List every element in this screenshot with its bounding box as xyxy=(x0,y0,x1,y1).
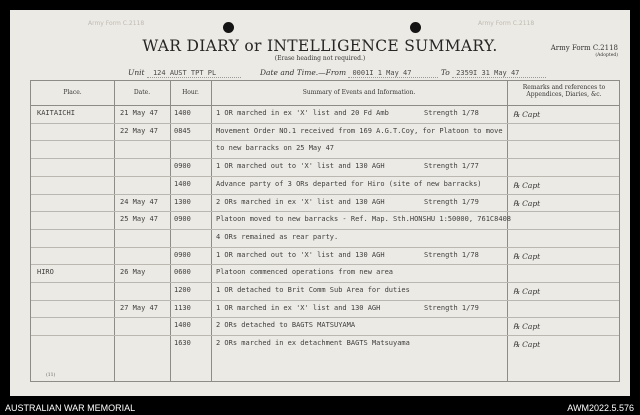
unit-value: 124 AUST TPT PL xyxy=(147,69,241,78)
credit-right: AWM2022.5.576 xyxy=(567,403,634,413)
to-value: 2359I 31 May 47 xyxy=(452,69,546,78)
row-hour: 0900 xyxy=(174,162,191,171)
row-date: 21 May 47 xyxy=(120,109,158,117)
row-hour: 0600 xyxy=(174,268,191,277)
diary-table xyxy=(30,80,620,382)
signature-initials: ℞ Capt xyxy=(513,287,541,296)
row-divider xyxy=(31,317,619,318)
row-hour: 1300 xyxy=(174,197,191,206)
row-hour: 1400 xyxy=(174,179,191,188)
col-header-date: Date. xyxy=(133,89,151,96)
row-place: KAITAICHI xyxy=(37,109,75,117)
row-hour: 0900 xyxy=(174,250,191,259)
row-hour: 1200 xyxy=(174,286,191,294)
row-divider xyxy=(31,123,619,124)
row-date: 25 May 47 xyxy=(120,215,158,224)
col-header-remarks: Remarks and references to Appendices, Diaries, &c. xyxy=(522,84,606,98)
row-strength: Strength 1/79 xyxy=(424,197,479,206)
row-strength: Strength 1/77 xyxy=(424,162,479,171)
diary-sheet xyxy=(10,10,630,396)
col-header-summary: Summary of Events and Information. xyxy=(302,89,416,96)
faint-form-mark: Army Form C.2118 xyxy=(478,20,535,27)
row-summary: 2 ORs detached to BAGTS MATSUYAMA xyxy=(216,321,356,330)
row-divider xyxy=(31,194,619,195)
faint-form-mark: Army Form C.2118 xyxy=(88,20,145,27)
row-date: 26 May xyxy=(120,268,146,277)
row-divider xyxy=(31,300,619,301)
row-summary: 1 OR marched out to 'X' list and 130 AGH xyxy=(216,162,385,171)
col-header-hour: Hour. xyxy=(182,89,199,96)
to-label: To xyxy=(440,68,450,77)
row-divider xyxy=(31,176,619,177)
signature-initials: ℞ Capt xyxy=(513,322,541,332)
row-hour: 1630 xyxy=(174,339,191,348)
row-summary: 1 OR marched in ex 'X' list and 20 Fd Amb xyxy=(216,109,389,117)
signature-initials: ℞ Capt xyxy=(513,110,541,119)
army-form-code xyxy=(551,44,618,58)
row-summary: 2 ORs marched in ex detachment BAGTS Matsuyama xyxy=(216,339,410,348)
from-value: 0001I 1 May 47 xyxy=(348,69,438,78)
row-summary: 1 OR marched in ex 'X' list and 130 AGH xyxy=(216,303,381,312)
signature-initials: ℞ Capt xyxy=(513,340,541,350)
row-summary: Movement Order NO.1 received from 169 A.G.T.Coy, for Platoon to move xyxy=(216,126,503,135)
row-divider xyxy=(31,229,619,230)
row-divider xyxy=(31,282,619,283)
row-strength: Strength 1/78 xyxy=(424,109,479,117)
row-summary: 1 OR detached to Brit Comm Sub Area for duties xyxy=(216,286,410,294)
date-time-label: Date and Time.—From xyxy=(260,68,347,77)
row-strength: Strength 1/79 xyxy=(424,303,479,312)
signature-initials: ℞ Capt xyxy=(513,198,541,208)
row-summary: 2 ORs marched in ex 'X' list and 130 AGH xyxy=(216,197,385,206)
row-date: 24 May 47 xyxy=(120,197,158,206)
row-summary: 4 ORs remained as rear party. xyxy=(216,232,339,241)
col-header-place: Place. xyxy=(63,89,82,96)
row-divider xyxy=(31,158,619,159)
form-sub: (Adopted) xyxy=(595,53,618,58)
document-subtitle: (Erase heading not required.) xyxy=(274,55,366,62)
signature-initials: ℞ Capt xyxy=(513,180,541,190)
date-time-line xyxy=(260,68,546,78)
row-divider xyxy=(31,211,619,212)
punch-hole xyxy=(223,22,234,33)
row-divider xyxy=(31,335,619,336)
row-hour: 1400 xyxy=(174,321,191,330)
row-date: 22 May 47 xyxy=(120,126,158,135)
document-title: WAR DIARY or INTELLIGENCE SUMMARY. xyxy=(142,37,498,55)
signature-initials: ℞ Capt xyxy=(513,251,541,261)
row-hour: 0900 xyxy=(174,215,191,224)
row-summary: to new barracks on 25 May 47 xyxy=(216,144,335,153)
row-hour: 0845 xyxy=(174,126,191,135)
row-strength: Strength 1/78 xyxy=(424,250,479,259)
punch-hole xyxy=(410,22,421,33)
row-divider xyxy=(31,140,619,141)
row-summary: Advance party of 3 ORs departed for Hiro (site of new barracks) xyxy=(216,179,482,188)
form-code: Army Form C.2118 xyxy=(550,44,618,52)
row-place: HIRO xyxy=(37,268,54,277)
unit-line xyxy=(128,68,241,78)
row-summary: Platoon moved to new barracks - Ref. Map. Sth.HONSHU 1:50000, 761C8408 xyxy=(216,215,512,224)
row-date: 27 May 47 xyxy=(120,303,158,312)
unit-label: Unit xyxy=(128,68,145,77)
credit-left: AUSTRALIAN WAR MEMORIAL xyxy=(5,403,136,413)
row-summary: 1 OR marched out to 'X' list and 130 AGH xyxy=(216,250,385,259)
row-divider xyxy=(31,264,619,265)
header-divider xyxy=(31,105,619,106)
row-divider xyxy=(31,247,619,248)
row-hour: 1130 xyxy=(174,303,191,312)
row-hour: 1400 xyxy=(174,109,191,117)
footer-code: (11) xyxy=(46,373,56,378)
row-summary: Platoon commenced operations from new area xyxy=(216,268,394,277)
